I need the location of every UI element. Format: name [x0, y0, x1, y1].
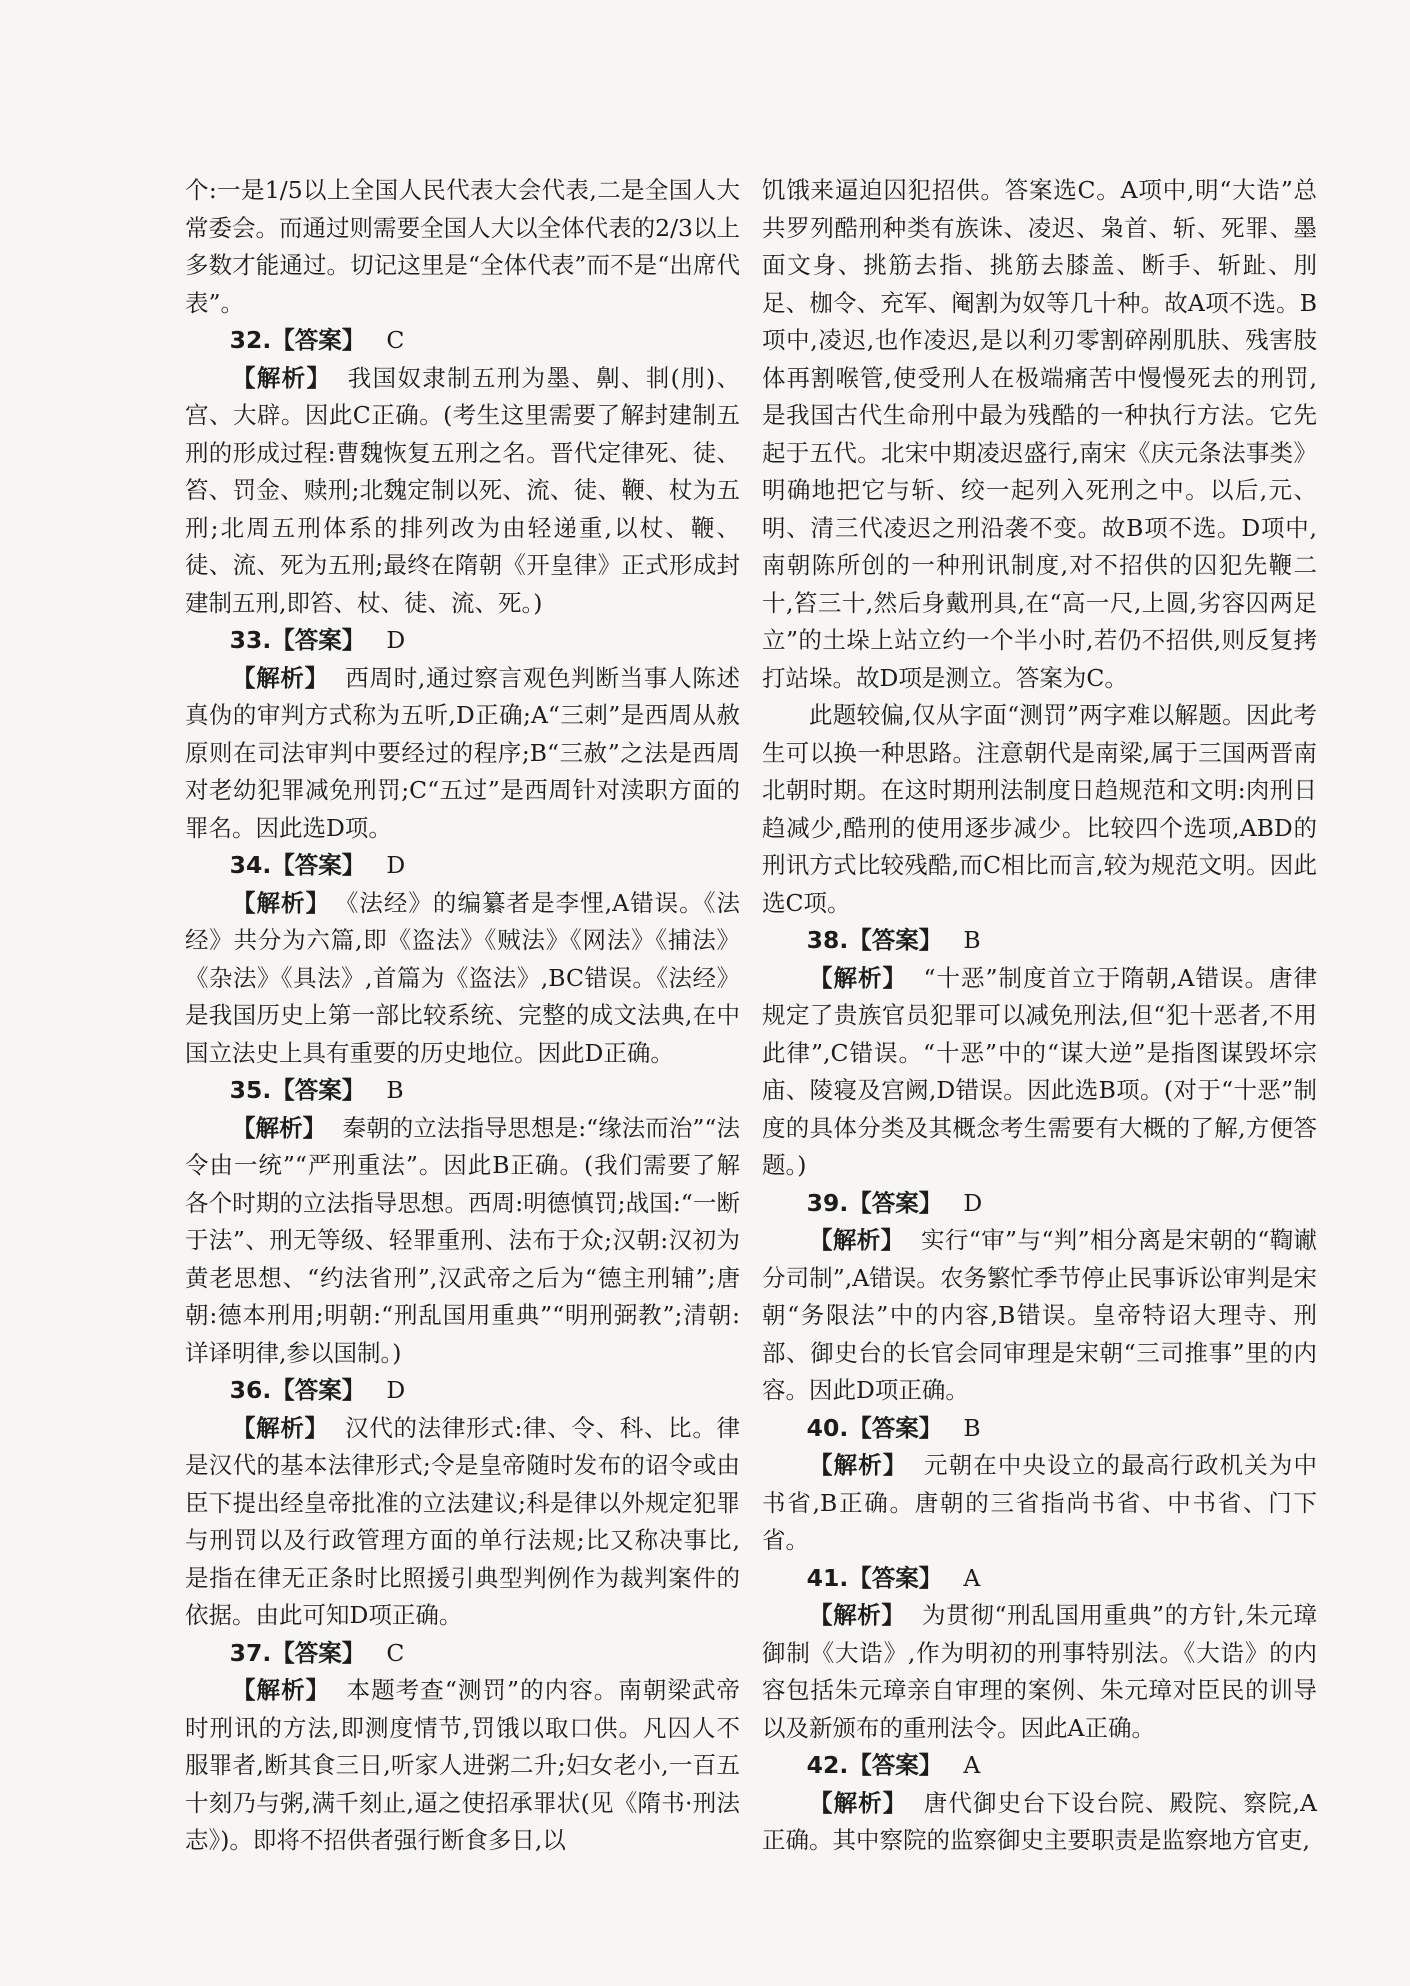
- answer-label: 【答案】: [848, 1188, 943, 1217]
- answer-letter: D: [963, 1188, 983, 1217]
- answer-line: [185, 622, 740, 660]
- analysis-text: 西周时,通过察言观色判断当事人陈述真伪的审判方式称为五听,D正确;A“三刺”是西周从赦原则在司法审判中要经过的程序;B“三赦”之法是西周对老幼犯罪减免刑罚;C“五过”是西周针对渎职方面的罪名。因此选D项。: [185, 663, 740, 842]
- analysis-paragraph: [762, 1222, 1317, 1410]
- analysis-text: 《法经》的编纂者是李悝,A错误。《法经》共分为六篇,即《盗法》《贼法》《网法》《捕法》《杂法》《具法》,首篇为《盗法》,BC错误。《法经》是我国历史上第一部比较系统、完整的成文法典,在中国立法史上具有重要的历史地位。因此D正确。: [185, 888, 740, 1067]
- answer-label: 【答案】: [848, 926, 943, 954]
- analysis-text: 秦朝的立法指导思想是:“缘法而治”“法令由一统”“严刑重法”。因此B正确。(我们需要了解各个时期的立法指导思想。西周:明德慎罚;战国:“一断于法”、刑无等级、轻罪重刑、法布于众;汉朝:汉初为黄老思想、“约法省刑”,汉武帝之后为“德主刑辅”;唐朝:德本刑用;明朝:“刑乱国用重典”“明刑弼教”;清朝:详译明律,参以国制。): [185, 1113, 740, 1367]
- question-number: 34.: [229, 851, 272, 879]
- question-number: 37.: [229, 1638, 272, 1667]
- question-number: 32.: [229, 326, 272, 354]
- body-paragraph: 饥饿来逼迫囚犯招供。答案选C。A项中,明“大诰”总共罗列酷刑种类有族诛、凌迟、枭首、斩、死罪、墨面文身、挑筋去指、挑筋去膝盖、断手、斩趾、刖足、枷令、充军、阉割为奴等几十种。故A项不选。B项中,凌迟,也作凌迟,是以利刃零割碎剐肌肤、残害肢体再割喉管,使受刑人在极端痛苦中慢慢死去的刑罚,是我国古代生命刑中最为残酷的一种执行方法。它先起于五代。北宋中期凌迟盛行,南宋《庆元条法事类》明确地把它与斩、绞一起列入死刑之中。以后,元、明、清三代凌迟之刑沿袭不变。故B项不选。D项中,南朝陈所创的一种刑讯制度,对不招供的囚犯先鞭二十,笞三十,然后身戴刑具,在“高一尺,上圆,劣容囚两足立”的土垛上站立约一个半小时,若仍不招供,则反复拷打站垛。故D项是测立。答案为C。: [762, 176, 1317, 692]
- analysis-label: 【解析】: [232, 1413, 329, 1442]
- answer-label: 【答案】: [271, 1076, 366, 1104]
- question-number: 33.: [229, 626, 272, 654]
- answer-label: 【答案】: [848, 1413, 943, 1442]
- analysis-paragraph: [185, 1110, 740, 1373]
- answer-label: 【答案】: [848, 1751, 943, 1779]
- analysis-text: 为贯彻“刑乱国用重典”的方针,朱元璋御制《大诰》,作为明初的刑事特别法。《大诰》的内容包括朱元璋亲自审理的案例、朱元璋对臣民的训导以及新颁布的重刑法令。因此A正确。: [762, 1601, 1318, 1742]
- analysis-paragraph: [185, 660, 740, 848]
- answer-line: [762, 1560, 1317, 1598]
- answer-line: [762, 1747, 1317, 1785]
- answer-label: 【答案】: [271, 1638, 366, 1667]
- analysis-label: 【解析】: [232, 663, 329, 692]
- analysis-text: 实行“审”与“判”相分离是宋朝的“鞫谳分司制”,A错误。农务繁忙季节停止民事诉讼审判是宋朝“务限法”中的内容,B错误。皇帝特诏大理寺、刑部、御史台的长官会同审理是宋朝“三司推事”里的内容。因此D项正确。: [762, 1226, 1317, 1404]
- analysis-paragraph: [762, 1447, 1317, 1560]
- question-number: 40.: [806, 1413, 849, 1442]
- analysis-label: 【解析】: [809, 1451, 908, 1479]
- answer-letter: A: [963, 1751, 981, 1779]
- analysis-text: 汉代的法律形式:律、令、科、比。律是汉代的基本法律形式;令是皇帝随时发布的诏令或由臣下提出经皇帝批准的立法建议;科是律以外规定犯罪与刑罚以及行政管理方面的单行法规;比又称决事比,是指在律无正条时比照援引典型判例作为裁判案件的依据。由此可知D项正确。: [185, 1413, 741, 1629]
- answer-label: 【答案】: [271, 1376, 366, 1404]
- right-column: [762, 172, 1317, 1860]
- analysis-label: 【解析】: [809, 1788, 908, 1817]
- question-number: 35.: [229, 1076, 272, 1104]
- analysis-label: 【解析】: [232, 1676, 331, 1704]
- analysis-text: 本题考查“测罚”的内容。南朝梁武帝时刑讯的方法,即测度情节,罚饿以取口供。凡囚人不服罪者,断其食三日,听家人进粥二升;妇女老小,一百五十刻乃与粥,满千刻止,逼之使招承罪状(见《隋书·刑法志》)。即将不招供者强行断食多日,以: [185, 1676, 741, 1854]
- answer-label: 【答案】: [271, 851, 366, 879]
- question-number: 41.: [806, 1563, 849, 1592]
- analysis-label: 【解析】: [232, 1113, 327, 1142]
- answer-letter: B: [386, 1076, 404, 1104]
- body-paragraph: 此题较偏,仅从字面“测罚”两字难以解题。因此考生可以换一种思路。注意朝代是南梁,属于三国两晋南北朝时期。在这时期刑法制度日趋规范和文明:肉刑日趋减少,酷刑的使用逐步减少。比较四个选项,ABD的刑讯方式比较残酷,而C相比而言,较为规范文明。因此选C项。: [762, 701, 1317, 917]
- question-number: 36.: [229, 1376, 272, 1404]
- answer-letter: B: [963, 926, 981, 954]
- answer-label: 【答案】: [271, 326, 366, 354]
- analysis-text: “十恶”制度首立于隋朝,A错误。唐律规定了贵族官员犯罪可以减免刑法,但“犯十恶者,不用此律”,C错误。“十恶”中的“谋大逆”是指图谋毁坏宗庙、陵寝及宫阙,D错误。因此选B项。(对于“十恶”制度的具体分类及其概念考生需要有大概的了解,方便答题。): [762, 963, 1318, 1179]
- analysis-text: 元朝在中央设立的最高行政机关为中书省,B正确。唐朝的三省指尚书省、中书省、门下省。: [762, 1451, 1318, 1554]
- analysis-paragraph: [762, 960, 1317, 1185]
- answer-letter: B: [963, 1413, 981, 1442]
- analysis-paragraph: [185, 1410, 740, 1635]
- analysis-label: 【解析】: [809, 1226, 905, 1254]
- answer-line: [185, 322, 740, 360]
- answer-label: 【答案】: [848, 1563, 943, 1592]
- question-number: 38.: [806, 926, 849, 954]
- answer-line: [185, 847, 740, 885]
- question-number: 42.: [806, 1751, 849, 1779]
- answer-line: [185, 1072, 740, 1110]
- analysis-paragraph: [762, 1597, 1317, 1747]
- analysis-paragraph: [762, 1785, 1317, 1860]
- analysis-paragraph: [185, 885, 740, 1073]
- analysis-label: 【解析】: [809, 963, 908, 992]
- answer-letter: D: [386, 851, 406, 879]
- question-number: 39.: [806, 1188, 849, 1217]
- analysis-paragraph: [185, 1672, 740, 1860]
- analysis-label: 【解析】: [232, 363, 332, 392]
- answer-line: [762, 922, 1317, 960]
- answer-line: [185, 1372, 740, 1410]
- answer-label: 【答案】: [271, 626, 366, 654]
- analysis-paragraph: [185, 360, 740, 623]
- answer-letter: D: [386, 626, 406, 654]
- answer-letter: C: [386, 326, 405, 354]
- analysis-label: 【解析】: [232, 888, 331, 917]
- answer-line: [762, 1185, 1317, 1223]
- analysis-label: 【解析】: [809, 1601, 906, 1629]
- body-paragraph: 个:一是1/5以上全国人民代表大会代表,二是全国人大常委会。而通过则需要全国人大以全体代表的2/3以上多数才能通过。切记这里是“全体代表”而不是“出席代表”。: [185, 176, 740, 317]
- answer-line: [185, 1635, 740, 1673]
- analysis-text: 我国奴隶制五刑为墨、劓、剕(刖)、宫、大辟。因此C正确。(考生这里需要了解封建制五刑的形成过程:曹魏恢复五刑之名。晋代定律死、徒、笞、罚金、赎刑;北魏定制以死、流、徒、鞭、杖为五刑;北周五刑体系的排列改为由轻递重,以杖、鞭、徒、流、死为五刑;最终在隋朝《开皇律》正式形成封建制五刑,即笞、杖、徒、流、死。): [185, 363, 740, 617]
- answer-line: [762, 1410, 1317, 1448]
- answer-letter: D: [386, 1376, 406, 1404]
- analysis-text: 唐代御史台下设台院、殿院、察院,A正确。其中察院的监察御史主要职责是监察地方官吏,: [762, 1788, 1317, 1854]
- answer-letter: A: [963, 1563, 981, 1592]
- answer-letter: C: [386, 1638, 405, 1667]
- left-column: [185, 172, 740, 1860]
